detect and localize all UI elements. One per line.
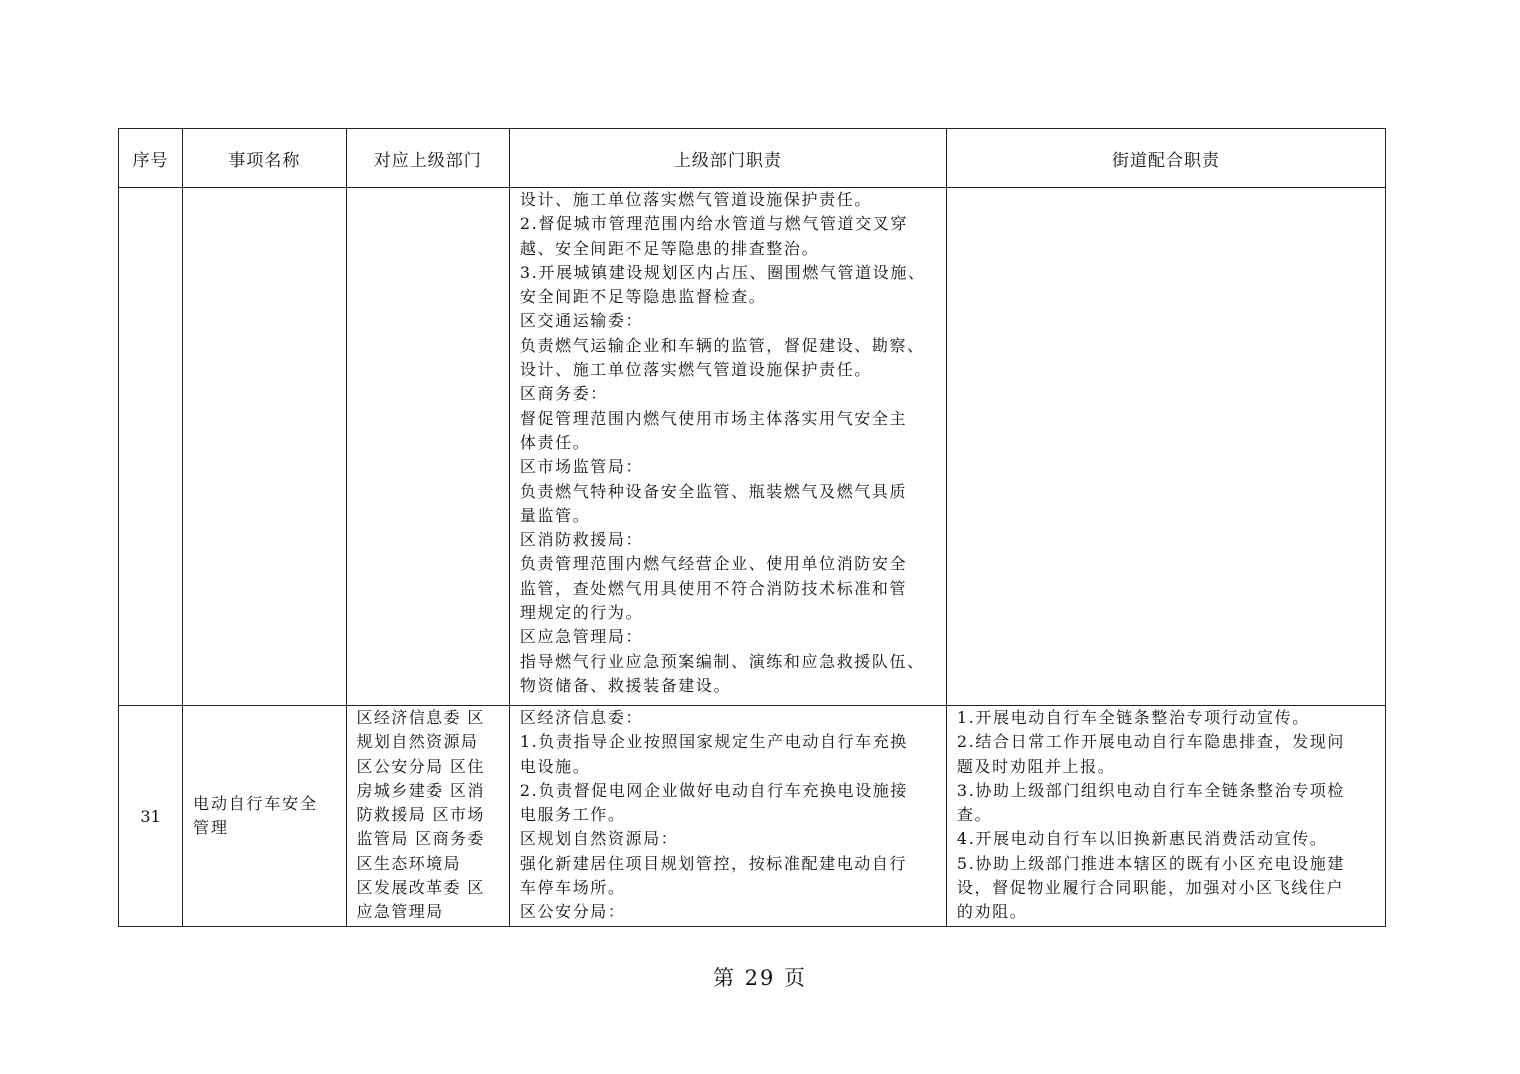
text-line: 安全间距不足等隐患监督检查。: [519, 287, 767, 307]
text-line: 区公安分局：: [519, 902, 626, 922]
text-line: 2.督促城市管理范围内给水管道与燃气管道交叉穿: [519, 214, 908, 234]
text-line: 3.开展城镇建设规划区内占压、圈围燃气管道设施、: [519, 262, 926, 282]
text-line: 车停车场所。: [519, 878, 626, 898]
text-line: 负责燃气运输企业和车辆的监管，督促建设、勘察、: [519, 335, 925, 355]
cell-name: [183, 188, 346, 706]
text-line: 规划自然资源局: [356, 732, 479, 752]
text-line: 1.负责指导企业按照国家规定生产电动自行车充换: [519, 732, 908, 752]
page-number: 第 29 页: [712, 966, 808, 990]
header-name: 事项名称: [183, 129, 346, 188]
text-line: 设计、施工单位落实燃气管道设施保护责任。: [519, 360, 872, 380]
text-line: 理规定的行为。: [519, 603, 644, 623]
text-line: 监管局 区商务委: [356, 829, 485, 849]
text-line: 区市场监管局：: [519, 457, 644, 477]
text-line: 区消防救援局：: [519, 530, 644, 550]
header-street: 街道配合职责: [946, 129, 1385, 188]
text-line: 应急管理局: [356, 902, 444, 922]
text-line: 电服务工作。: [519, 805, 626, 825]
text-line: 1.开展电动自行车全链条整治专项行动宣传。: [956, 708, 1310, 727]
cell-duty: [509, 706, 946, 927]
text-line: 5.协助上级部门推进本辖区的既有小区充电设施建: [956, 853, 1345, 873]
text-line: 设计、施工单位落实燃气管道设施保护责任。: [519, 190, 872, 209]
text-line: 4.开展电动自行车以旧换新惠民消费活动宣传。: [956, 829, 1328, 849]
text-line: 房城乡建委 区消: [356, 780, 485, 800]
text-line: 区经济信息委：: [519, 708, 644, 727]
cell-duty: [509, 188, 946, 706]
text-line: 区公安分局 区住: [356, 756, 485, 776]
text-line: 监管，查处燃气用具使用不符合消防技术标准和管: [519, 578, 908, 598]
table-header-row: [119, 129, 1386, 188]
header-duty: 上级部门职责: [509, 129, 946, 188]
text-line: 题及时劝阻并上报。: [956, 756, 1116, 776]
text-line: 区应急管理局：: [519, 627, 644, 647]
text-line: 防救援局 区市场: [356, 805, 485, 825]
text-line: 的劝阻。: [956, 902, 1028, 922]
table-row: [119, 706, 1386, 927]
header-no: 序号: [119, 129, 183, 188]
text-line: 查。: [956, 805, 993, 825]
text-line: 2.负责督促电网企业做好电动自行车充换电设施接: [519, 780, 908, 800]
text-line: 3.协助上级部门组织电动自行车全链条整治专项检: [956, 780, 1345, 800]
text-line: 量监管。: [519, 505, 591, 525]
text-line: 区规划自然资源局：: [519, 829, 679, 849]
text-line: 设，督促物业履行合同职能，加强对小区飞线住户: [956, 878, 1345, 898]
text-line: 电设施。: [519, 756, 591, 776]
text-line: 负责管理范围内燃气经营企业、使用单位消防安全: [519, 554, 908, 574]
text-line: 区经济信息委 区: [356, 708, 485, 727]
cell-no: 31: [119, 706, 183, 927]
text-line: 区发展改革委 区: [356, 878, 485, 898]
cell-street: [946, 188, 1385, 706]
text-line: 指导燃气行业应急预案编制、演练和应急救援队伍、: [519, 651, 925, 671]
text-line: 区商务委：: [519, 384, 608, 404]
text-line: 督促管理范围内燃气使用市场主体落实用气安全主: [519, 408, 908, 428]
table-row: [119, 188, 1386, 706]
cell-name: [183, 706, 346, 927]
text-line: 越、安全间距不足等隐患的排查整治。: [519, 238, 820, 258]
text-line: 区交通运输委：: [519, 311, 644, 331]
text-line: 区生态环境局: [356, 853, 461, 873]
cell-no: [119, 188, 183, 706]
cell-dept: [346, 706, 509, 927]
text-line: 物资储备、救援装备建设。: [519, 675, 732, 695]
text-line: 体责任。: [519, 432, 591, 452]
cell-dept: [346, 188, 509, 706]
text-line: 强化新建居住项目规划管控，按标准配建电动自行: [519, 853, 908, 873]
header-dept: 对应上级部门: [346, 129, 509, 188]
text-line: 负责燃气特种设备安全监管、瓶装燃气及燃气具质: [519, 481, 908, 501]
text-line: 电动自行车安全: [193, 793, 318, 813]
text-line: 管理: [193, 818, 229, 837]
responsibility-table: [118, 128, 1386, 927]
text-line: 2.结合日常工作开展电动自行车隐患排查，发现问: [956, 732, 1345, 752]
cell-street: [946, 706, 1385, 927]
